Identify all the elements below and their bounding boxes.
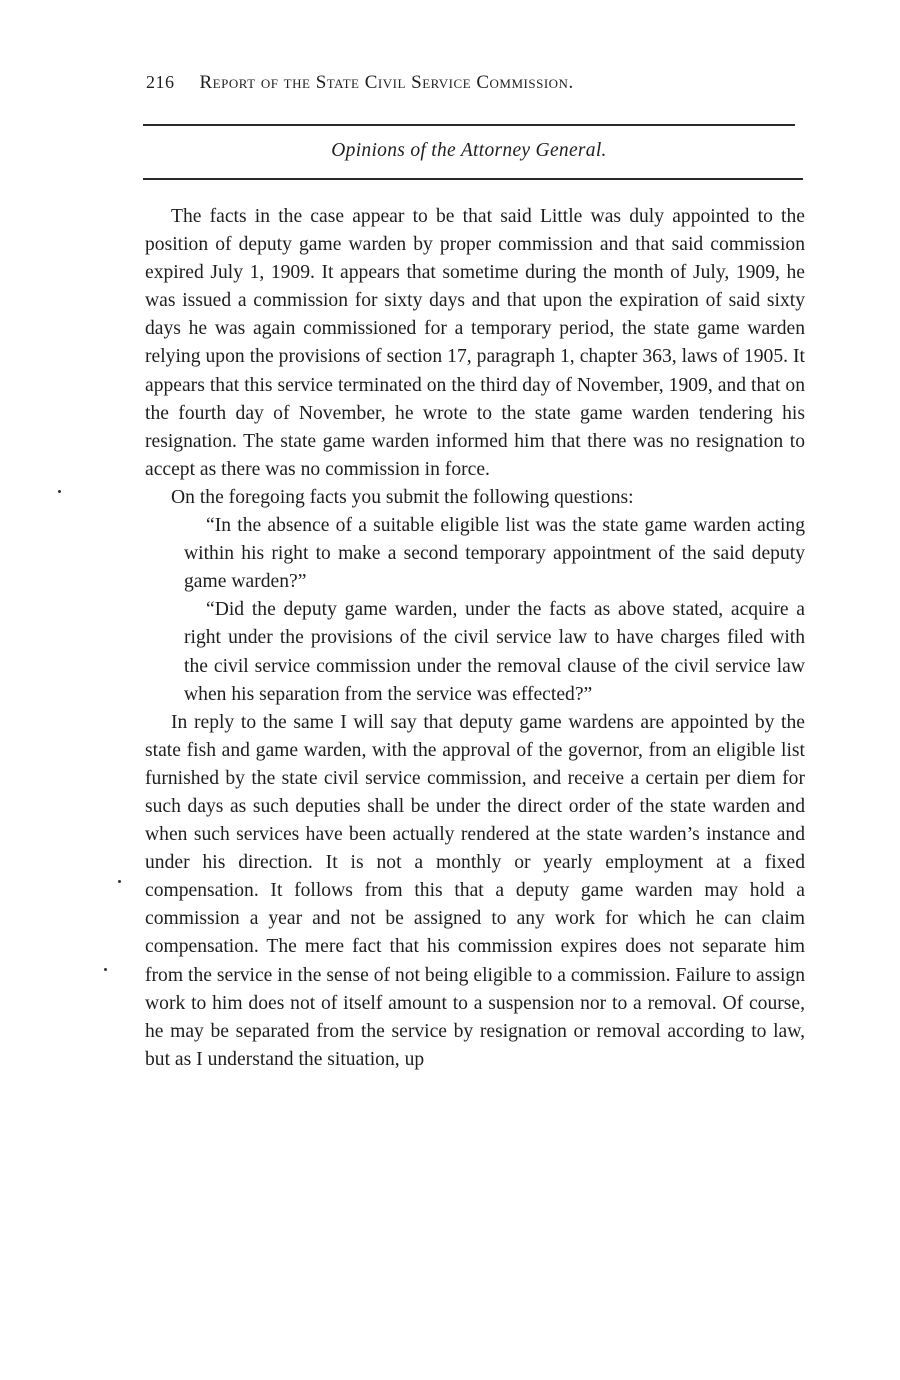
paragraph-facts: The facts in the case appear to be that said Little was duly appointed to the position of deputy game warden by proper commission and that said commission expired July 1, 1909. It appears that sometime during the month of July, 1909, he was issued a commission for sixty days and that upon the expiration of said sixty days he was again commissioned for a temporary period, the state game warden relying upon the provisions of section 17, paragraph 1, chapter 363, laws of 1905. It appears that this service terminated on the third day of November, 1909, and that on the fourth day of November, he wrote to the state game warden tendering his resignation. The state game warden informed him that there was no resignation to accept as there was no commission in force. (145, 206, 805, 480)
quote-question-2: “Did the deputy game warden, under the facts as above stated, acquire a right under the provisions of the civil service law to have charges filed with the civil service commission under the removal clause of the civil service law when his separation from the service was effected?” (184, 599, 805, 705)
scan-speck (118, 880, 121, 883)
scan-speck (58, 490, 61, 493)
running-head (146, 72, 806, 94)
header-rule-top (143, 124, 795, 126)
quote-question-1: “In the absence of a suitable eligible list was the state game warden acting within his right to make a second temporary appointment of the said deputy game warden?” (184, 515, 805, 593)
body-text (145, 203, 805, 1074)
running-title: Report of the State Civil Service Commission. (199, 72, 574, 93)
section-title: Opinions of the Attorney General. (331, 140, 607, 161)
header-rule-bottom (143, 178, 803, 180)
paragraph-questions-intro: On the foregoing facts you submit the following questions: (171, 486, 634, 508)
scan-speck (104, 968, 107, 971)
page-number: 216 (146, 72, 175, 92)
paragraph-reply: In reply to the same I will say that deputy game wardens are appointed by the state fish and game warden, with the approval of the governor, from an eligible list furnished by the state civil service commission, and receive a certain per diem for such days as such deputies shall be under the direct order of the state warden and when such services have been actually rendered at the state warden’s instance and under his direction. It is not a monthly or yearly employment at a fixed compensation. It follows from this that a deputy game warden may hold a commission a year and not be assigned to any work for which he can claim compensation. The mere fact that his commission expires does not separate him from the service in the sense of not being eligible to a commission. Failure to assign work to him does not of itself amount to a suspension nor to a removal. Of course, he may be separated from the service by resignation or removal according to law, but as I understand the situation, up (145, 711, 805, 1070)
